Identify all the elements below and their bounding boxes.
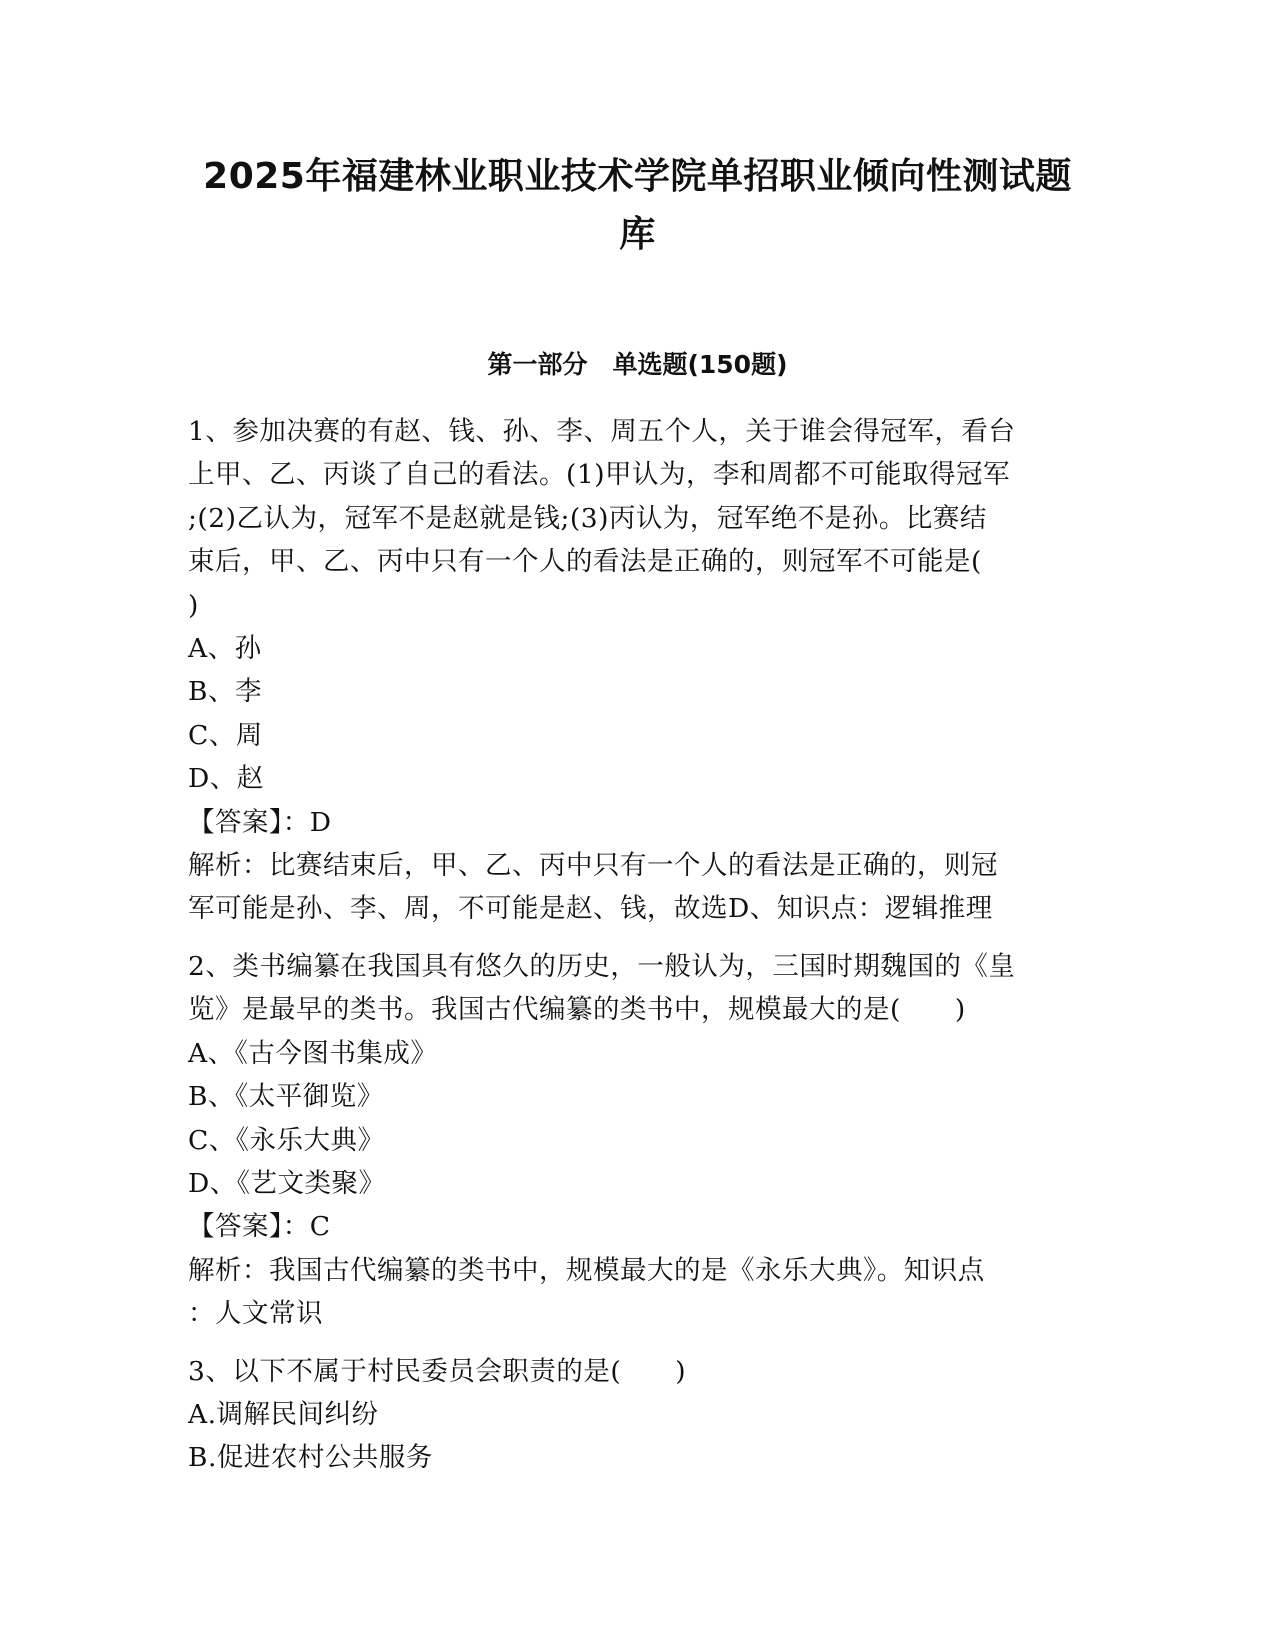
document-title [170, 148, 1105, 264]
question-3-stem-line-1: 3、以下不属于村民委员会职责的是( ) [188, 1355, 687, 1387]
question-1-option-d: D、赵 [188, 763, 264, 795]
question-1-answer: 【答案】：D [188, 806, 332, 838]
question-2 [188, 945, 1088, 1336]
question-2-option-a: A、《古今图书集成》 [188, 1037, 438, 1069]
question-1-stem-line-2: 上甲、乙、丙谈了自己的看法。(1)甲认为，李和周都不可能取得冠军 [188, 459, 1011, 491]
question-1-option-b: B、李 [188, 676, 262, 708]
question-2-option-c: C、《永乐大典》 [188, 1124, 385, 1156]
section-heading: 第一部分 单选题(150题) [487, 350, 788, 379]
document-title-line-2: 库 [619, 214, 656, 255]
question-2-answer: 【答案】：C [188, 1211, 331, 1243]
question-1-stem-line-5: ) [188, 589, 199, 621]
question-2-option-b: B、《太平御览》 [188, 1081, 384, 1113]
question-3 [188, 1350, 1088, 1480]
question-2-stem-line-2: 览》是最早的类书。我国古代编纂的类书中，规模最大的是( ) [188, 994, 966, 1026]
document-title-line-1: 2025年福建林业职业技术学院单招职业倾向性测试题 [203, 156, 1072, 197]
question-3-option-a: A.调解民间纠纷 [188, 1398, 379, 1430]
question-2-option-d: D、《艺文类聚》 [188, 1167, 386, 1199]
question-1-option-a: A、孙 [188, 633, 262, 665]
question-1-analysis-line-2: 军可能是孙、李、周，不可能是赵、钱，故选D、知识点：逻辑推理 [188, 893, 993, 925]
question-1-option-c: C、周 [188, 719, 263, 751]
question-1-stem-line-3: ;(2)乙认为，冠军不是赵就是钱;(3)丙认为，冠军绝不是孙。比赛结 [188, 502, 987, 534]
question-1-stem-line-4: 束后，甲、乙、丙中只有一个人的看法是正确的，则冠军不可能是( [188, 546, 982, 578]
question-1 [188, 410, 1088, 931]
question-2-analysis-line-2: ：人文常识 [188, 1298, 323, 1330]
question-2-analysis-line-1: 解析：我国古代编纂的类书中，规模最大的是《永乐大典》。知识点 [188, 1254, 985, 1286]
question-1-stem-line-1: 1、参加决赛的有赵、钱、孙、李、周五个人，关于谁会得冠军，看台 [188, 416, 1016, 447]
question-1-analysis-line-1: 解析：比赛结束后，甲、乙、丙中只有一个人的看法是正确的，则冠 [188, 850, 998, 882]
question-2-stem-line-1: 2、类书编纂在我国具有悠久的历史，一般认为，三国时期魏国的《皇 [188, 950, 1016, 982]
question-3-option-b: B.促进农村公共服务 [188, 1442, 433, 1474]
question-list [188, 410, 1088, 1488]
